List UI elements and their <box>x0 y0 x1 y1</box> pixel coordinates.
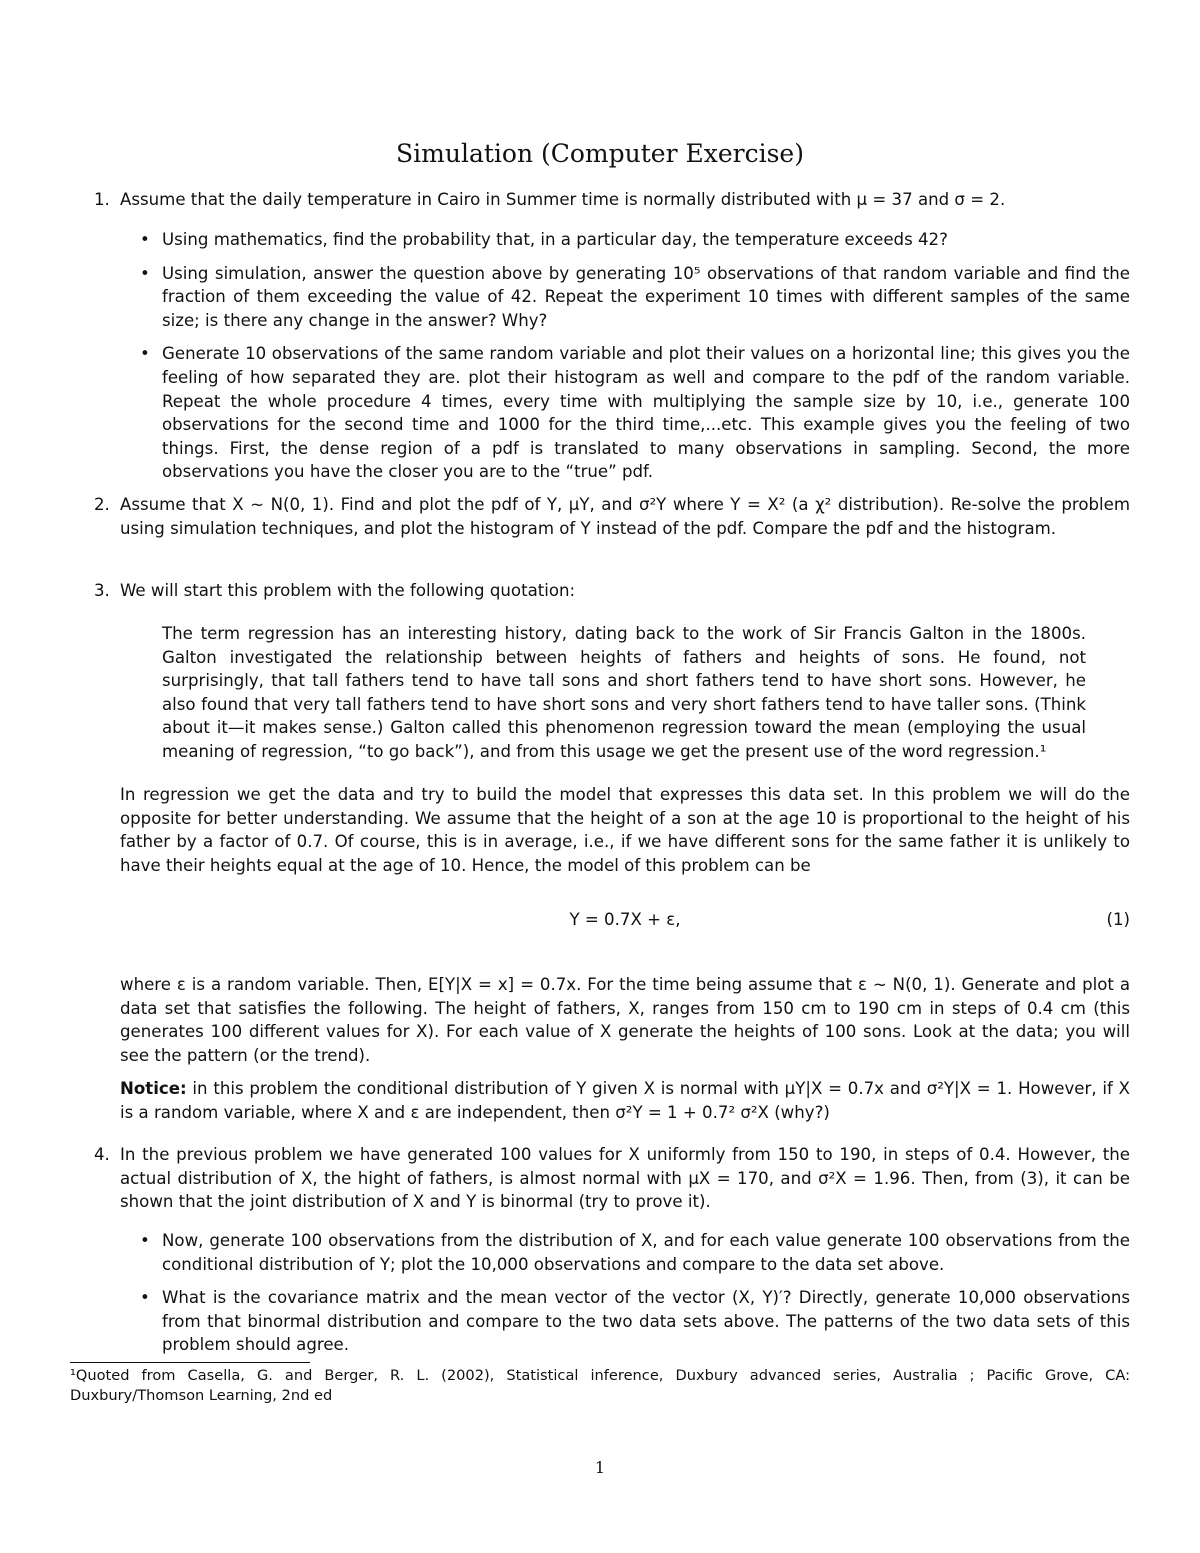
list-item: • Using mathematics, find the probability that, in a particular day, the temperature exceeds 42? <box>162 228 1130 252</box>
problem-3-intro: We will start this problem with the following quotation: <box>120 581 576 600</box>
equation-1 <box>120 908 1130 932</box>
footnote-rule <box>70 1362 310 1363</box>
problem-2-text: Assume that X ∼ N(0, 1). Find and plot the pdf of Y, μY, and σ²Y where Y = X² (a χ² distribution). Re-solve the problem using simulation techniques, and plot the histogram of Y instead of the pdf. Compare the pdf and the histogram. <box>120 495 1130 538</box>
notice-label: Notice: <box>120 1079 187 1098</box>
problem-4-intro: In the previous problem we have generated 100 values for X uniformly from 150 to 190, in steps of 0.4. However, the actual distribution of X, the hight of fathers, is almost normal with μX = 170, and σ²X = 1.96. Then, from (3), it can be shown that the joint distribution of X and Y is binormal (try to prove it). <box>120 1145 1130 1212</box>
footnote: ¹Quoted from Casella, G. and Berger, R. L. (2002), Statistical inference, Duxbury advanced series, Australia ; Pacific Grove, CA: Duxbury/Thomson Learning, 2nd ed <box>70 1367 1130 1404</box>
bullet-icon: • <box>140 263 150 283</box>
problem-1-bullets <box>140 228 1130 494</box>
bullet-icon: • <box>140 230 150 249</box>
equation-body: Y = 0.7X + ε, <box>569 910 681 929</box>
equation-number: (1) <box>1106 910 1130 929</box>
notice-text: in this problem the conditional distribution of Y given X is normal with μY|X = 0.7x and σ²Y|X = 1. However, if X is a random variable, where X and ε are independent, then σ²Y = 1 + 0.7² σ²X (why?) <box>120 1079 1130 1122</box>
bullet-icon: • <box>140 344 150 364</box>
page-number: 1 <box>594 1458 606 1477</box>
list-item: • Using simulation, answer the question above by generating 10⁵ observations of that random variable and find the fraction of them exceeding the value of 42. Repeat the experiment 10 times with different samples of the same size; is there any change in the answer? Why? <box>140 263 1130 330</box>
list-item: • Generate 10 observations of the same random variable and plot their values on a horizontal line; this gives you the feeling of how separated they are. plot their histogram as well and compare to the pdf of the random variable. Repeat the whole procedure 4 times, every time with multiplying the sample size by 10, i.e., generate 100 observations for the second time and 1000 for the third time,...etc. This example gives you the feeling of two things. First, the dense region of a pdf is translated to many observations in sampling. Second, the more observations you have the closer you are to the “true” pdf. <box>140 344 1130 482</box>
problem-2-number: 2. <box>94 495 110 514</box>
bullet-icon: • <box>140 1288 150 1308</box>
list-item: • What is the covariance matrix and the mean vector of the vector (X, Y)′? Directly, generate 10,000 observations from that binormal distribution and compare to the two data sets above. The patterns of the two data sets of this problem should agree. <box>140 1288 1130 1355</box>
problem-4-number: 4. <box>94 1145 110 1164</box>
problem-3-notice <box>120 1077 1130 1124</box>
problem-3-number: 3. <box>94 581 110 600</box>
list-item: • Now, generate 100 observations from the distribution of X, and for each value generate 100 observations from the conditional distribution of Y; plot the 10,000 observations and compare to the data set above. <box>140 1231 1130 1274</box>
bullet-icon: • <box>140 1231 150 1250</box>
problem-3-paragraph: In regression we get the data and try to build the model that expresses this data set. In this problem we will do the opposite for better understanding. We assume that the height of a son at the age 10 is proportional to the height of his father by a factor of 0.7. Of course, this is in average, i.e., if we have different sons for the same father it is unlikely to have their heights equal at the age of 10. Hence, the model of this problem can be <box>120 785 1130 875</box>
problem-1-number: 1. <box>94 190 110 209</box>
problem-4-bullets <box>140 1229 1130 1367</box>
galton-quotation: The term regression has an interesting history, dating back to the work of Sir Francis Galton in the 1800s. Galton investigated the relationship between heights of fathers and heights of sons. He found, not surprisingly, that tall fathers tend to have tall sons and short fathers tend to have short sons. However, he also found that very tall fathers tend to have short sons and very short fathers tend to have taller sons. (Think about it—it makes sense.) Galton called this phenomenon regression toward the mean (employing the usual meaning of regression, “to go back”), and from this usage we get the present use of the word regression.¹ <box>162 624 1086 761</box>
problem-1-intro: Assume that the daily temperature in Cairo in Summer time is normally distributed with μ = 37 and σ = 2. <box>120 190 1006 209</box>
page-title: Simulation (Computer Exercise) <box>396 139 804 168</box>
problem-3-paragraph-2: where ε is a random variable. Then, E[Y|X = x] = 0.7x. For the time being assume that ε ∼ N(0, 1). Generate and plot a data set that satisfies the following. The height of fathers, X, ranges from 150 cm to 190 cm in steps of 0.4 cm (this generates 100 different values for X). For each value of X generate the heights of 100 sons. Look at the data; you will see the pattern (or the trend). <box>120 975 1130 1065</box>
